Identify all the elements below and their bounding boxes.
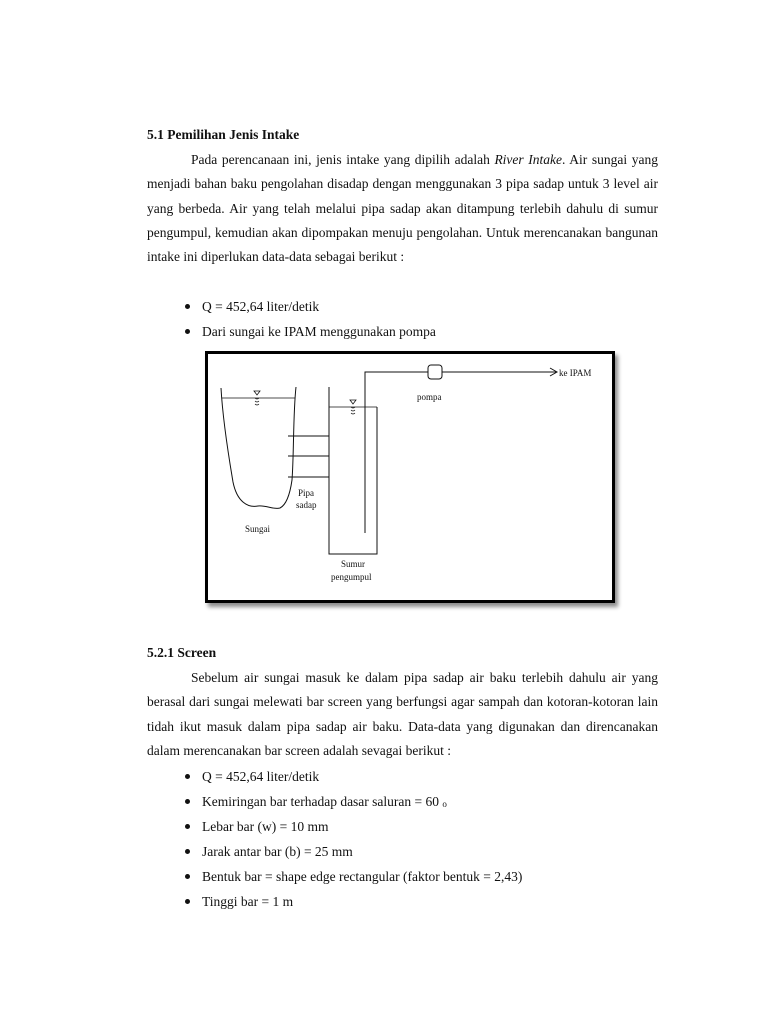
list-item: Bentuk bar = shape edge rectangular (faktor bentuk = 2,43) <box>147 864 522 889</box>
pump-icon <box>428 365 442 379</box>
list-item: Lebar bar (w) = 10 mm <box>147 814 522 839</box>
label-pipa: Pipa <box>298 488 315 498</box>
section-heading-pemilihan-intake: 5.1 Pemilihan Jenis Intake <box>147 127 300 142</box>
paragraph-intake-italic: River Intake <box>494 152 563 167</box>
intake-diagram <box>208 354 612 600</box>
paragraph-screen <box>147 666 658 763</box>
label-ke-ipam: ke IPAM <box>559 368 592 378</box>
list-item <box>147 789 522 814</box>
list-item: Q = 452,64 liter/detik <box>147 764 522 789</box>
list-item-text: Kemiringan bar terhadap dasar saluran = 60 <box>202 794 440 809</box>
paragraph-intake <box>147 148 658 269</box>
paragraph-screen-text: Sebelum air sungai masuk ke dalam pipa sadap air baku terlebih dahulu air yang berasal dari sungai melewati bar screen yang berfungsi agar sampah dan kotoran-kotoran lain tidah ikut masuk dalam pipa sadap air baku. Data-data yang digunakan dan direncanakan dalam merencanakan bar screen adalah sevagai berikut : <box>147 670 658 758</box>
section-heading-screen: 5.2.1 Screen <box>147 645 217 660</box>
water-level-waves-river <box>255 398 259 405</box>
list-item: Q = 452,64 liter/detik <box>147 294 436 319</box>
label-pengumpul: pengumpul <box>331 572 372 582</box>
bullet-list-screen <box>147 764 522 914</box>
paragraph-intake-start: Pada perencanaan ini, jenis intake yang dipilih adalah <box>191 152 495 167</box>
list-item: Dari sungai ke IPAM menggunakan pompa <box>147 319 436 344</box>
water-level-waves-well <box>351 407 355 414</box>
list-item: Jarak antar bar (b) = 25 mm <box>147 839 522 864</box>
label-pompa: pompa <box>417 392 442 402</box>
label-sumur: Sumur <box>341 559 366 569</box>
label-sadap: sadap <box>296 500 317 510</box>
river-outline <box>221 387 296 508</box>
list-item: Tinggi bar = 1 m <box>147 889 522 914</box>
collecting-well <box>329 387 377 554</box>
intake-diagram-figure <box>205 351 615 603</box>
water-level-symbol-river <box>254 391 260 395</box>
label-sungai: Sungai <box>245 524 271 534</box>
paragraph-intake-rest: . Air sungai yang menjadi bahan baku pengolahan disadap dengan menggunakan 3 pipa sadap untuk 3 level air yang berbeda. Air yang telah melalui pipa sadap akan ditampung terlebih dahulu di sumur pengumpul, kemudian akan dipompakan menuju pengolahan. Untuk merencanakan bangunan intake ini diperlukan data-data sebagai berikut : <box>147 152 658 265</box>
degree-mark: o <box>442 799 447 809</box>
bullet-list-intake <box>147 294 436 344</box>
water-level-symbol-well <box>350 400 356 404</box>
